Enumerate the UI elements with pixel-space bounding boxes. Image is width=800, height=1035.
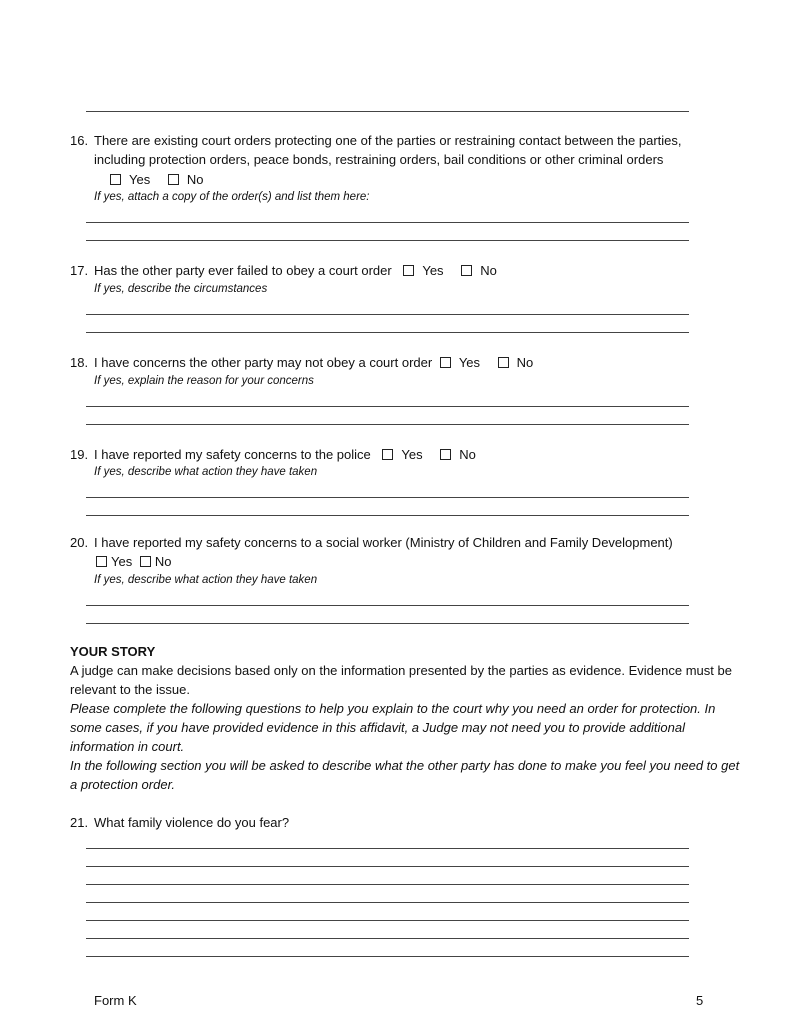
yes-label: Yes [111,554,133,569]
yes-label: Yes [422,263,444,278]
question-19 [70,445,476,464]
yes-checkbox[interactable] [110,174,121,185]
answer-line-21-5[interactable] [86,920,689,921]
answer-line-21-3[interactable] [86,884,689,885]
yes-checkbox[interactable] [96,556,107,567]
yes-label: Yes [458,355,481,370]
question-text: What family violence do you fear? [94,815,290,830]
no-checkbox[interactable] [140,556,151,567]
yes-option[interactable] [96,552,132,571]
question-number: 21. [70,815,89,830]
question-17 [70,261,497,280]
question-number: 17. [70,263,89,278]
story-instruction-2: In the following section you will be asked to describe what the other party has done to make you feel you need to get a protection order. [70,758,740,792]
yes-checkbox[interactable] [440,357,451,368]
question-21 [70,813,289,832]
story-intro: A judge can make decisions based only on the information presented by the parties as evidence. Evidence must be relevant to the issue. [70,663,732,697]
answer-line-16-1[interactable] [86,222,689,223]
answer-line-21-6[interactable] [86,938,689,939]
yes-label: Yes [129,172,151,187]
story-instruction-1: Please complete the following questions to help you explain to the court why you need an order for protection. In some cases, if you have provided evidence in this affidavit, a Judge may not need you to provide additional information in court. [70,701,716,754]
question-number: 20. [70,535,89,550]
no-checkbox[interactable] [498,357,509,368]
question-20 [70,533,673,552]
question-text: Has the other party ever failed to obey a court order [94,263,392,278]
answer-line-20-1[interactable] [86,605,689,606]
no-option[interactable] [440,445,476,464]
footer-page-number: 5 [696,993,704,1008]
answer-line-21-7[interactable] [86,956,689,957]
yes-option[interactable] [110,170,150,189]
question-text: I have concerns the other party may not obey a court order [94,355,433,370]
answer-line-16-2[interactable] [86,240,689,241]
question-19-hint: If yes, describe what action they have taken [94,466,318,478]
answer-line-prev[interactable] [86,111,689,112]
question-16-line2: including protection orders, peace bonds, restraining orders, bail conditions or other criminal orders [94,152,664,167]
answer-line-17-2[interactable] [86,332,689,333]
no-option[interactable] [168,170,204,189]
question-16-hint: If yes, attach a copy of the order(s) and list them here: [94,191,370,203]
answer-line-17-1[interactable] [86,314,689,315]
no-checkbox[interactable] [168,174,179,185]
answer-line-19-1[interactable] [86,497,689,498]
answer-line-20-2[interactable] [86,623,689,624]
no-label: No [154,554,172,569]
question-18-hint: If yes, explain the reason for your concerns [94,375,314,387]
no-checkbox[interactable] [440,449,451,460]
yes-option[interactable] [403,261,443,280]
answer-line-18-2[interactable] [86,424,689,425]
footer-form-name: Form K [94,993,137,1008]
question-text: I have reported my safety concerns to a social worker (Ministry of Children and Family Development) [94,535,673,550]
no-option[interactable] [140,552,172,571]
question-17-hint: If yes, describe the circumstances [94,283,268,295]
answer-line-21-2[interactable] [86,866,689,867]
no-option[interactable] [498,353,534,372]
question-20-hint: If yes, describe what action they have taken [94,574,318,586]
no-label: No [480,263,497,278]
no-label: No [459,447,476,462]
question-18 [70,353,533,372]
answer-line-21-4[interactable] [86,902,689,903]
no-checkbox[interactable] [461,265,472,276]
no-label: No [516,355,534,370]
question-text: I have reported my safety concerns to the police [94,447,371,462]
question-number: 16. [70,133,89,148]
section-heading: YOUR STORY [70,644,156,659]
yes-label: Yes [401,447,423,462]
question-16-options [110,170,203,189]
yes-checkbox[interactable] [382,449,393,460]
answer-line-19-2[interactable] [86,515,689,516]
question-16 [70,131,682,150]
question-20-options [96,552,171,571]
question-number: 19. [70,447,89,462]
no-option[interactable] [461,261,497,280]
question-text-line1: There are existing court orders protecting one of the parties or restraining contact between the parties, [94,133,682,148]
yes-checkbox[interactable] [403,265,414,276]
answer-line-21-1[interactable] [86,848,689,849]
yes-option[interactable] [440,353,480,372]
question-number: 18. [70,355,89,370]
yes-option[interactable] [382,445,422,464]
no-label: No [186,172,204,187]
answer-line-18-1[interactable] [86,406,689,407]
